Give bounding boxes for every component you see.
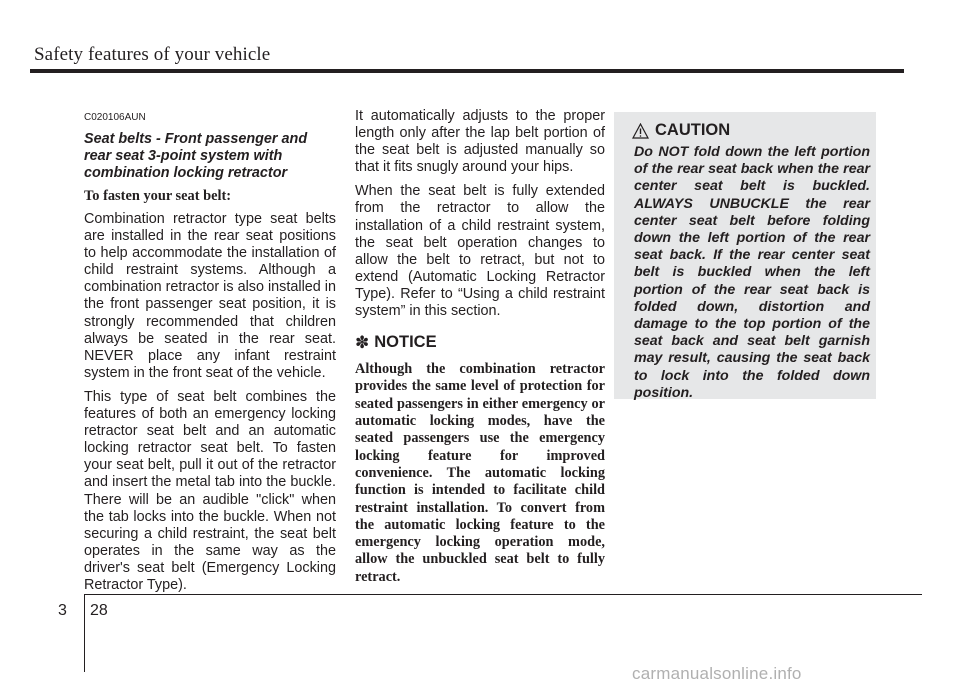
page-header-title: Safety features of your vehicle xyxy=(34,44,271,65)
section-code: C020106AUN xyxy=(84,112,146,123)
footer-divider xyxy=(84,594,922,595)
caution-heading-label: CAUTION xyxy=(655,121,731,139)
body-paragraph: When the seat belt is fully extended from the retractor to allow the installation of a child restraint system, the seat belt operation changes to allow the belt to retract, but not to extend (Automatic Locking Retractor Type). Refer to “Using a child restraint system” in this section. xyxy=(355,183,605,320)
page-number: 28 xyxy=(90,602,108,619)
footer-vertical-divider xyxy=(84,594,85,672)
caution-box xyxy=(614,112,876,399)
notice-heading xyxy=(355,333,605,352)
watermark: carmanualsonline.info xyxy=(632,664,802,683)
warning-triangle-icon xyxy=(632,123,649,139)
header-divider xyxy=(30,69,904,73)
body-paragraph: This type of seat belt combines the features of both an emergency locking retractor seat belt and an automatic locking retractor seat belt. To fasten your seat belt, pull it out of the retractor and insert the metal tab into the buckle. There will be an audible "click" when the tab locks into the buckle. When not securing a child restraint, the seat belt operates in the same way as the driver's seat belt (Emergency Locking Retractor Type). xyxy=(84,388,336,593)
left-column xyxy=(84,112,336,601)
body-paragraph: It automatically adjusts to the proper length only after the lap belt portion of the seat belt is adjusted manually so that it fits snugly around your hips. xyxy=(355,108,605,176)
notice-heading-label: NOTICE xyxy=(374,333,437,352)
chapter-number: 3 xyxy=(58,602,67,619)
middle-column xyxy=(355,108,605,586)
section-title: Seat belts - Front passenger and rear seat 3-point system with combination locking retractor xyxy=(84,131,308,181)
caution-heading xyxy=(632,121,730,140)
body-paragraph: Combination retractor type seat belts are installed in the rear seat positions to help accommodate the installation of child restraint systems. Although a combination retractor is also installed in the front passenger seat position, it is strongly recommended that children always be seated in the rear seat. NEVER place any infant restraint system in the front seat of the vehicle. xyxy=(84,211,336,381)
notice-text: Although the combination retractor provides the same level of protection for seated passengers in either emergency or automatic locking modes, have the seated passengers use the emergency locking feature for improved convenience. The automatic locking function is intended to facilitate child restraint installation. To convert from the automatic locking feature to the emergency locking operation mode, allow the unbuckled seat belt to fully retract. xyxy=(355,361,605,585)
caution-text: Do NOT fold down the left portion of the rear seat back when the rear center seat belt is buckled. ALWAYS UNBUCKLE the rear center seat belt before folding down the left portion of the rear seat back. If the rear center seat belt is buckled when the left portion of the rear seat back is folded down, distortion and damage to the top portion of the seat back and seat belt garnish may result, causing the seat back to lock into the folded down position. xyxy=(634,144,870,401)
notice-star-icon: ✽ xyxy=(355,333,370,353)
fasten-subheading: To fasten your seat belt: xyxy=(84,188,232,204)
